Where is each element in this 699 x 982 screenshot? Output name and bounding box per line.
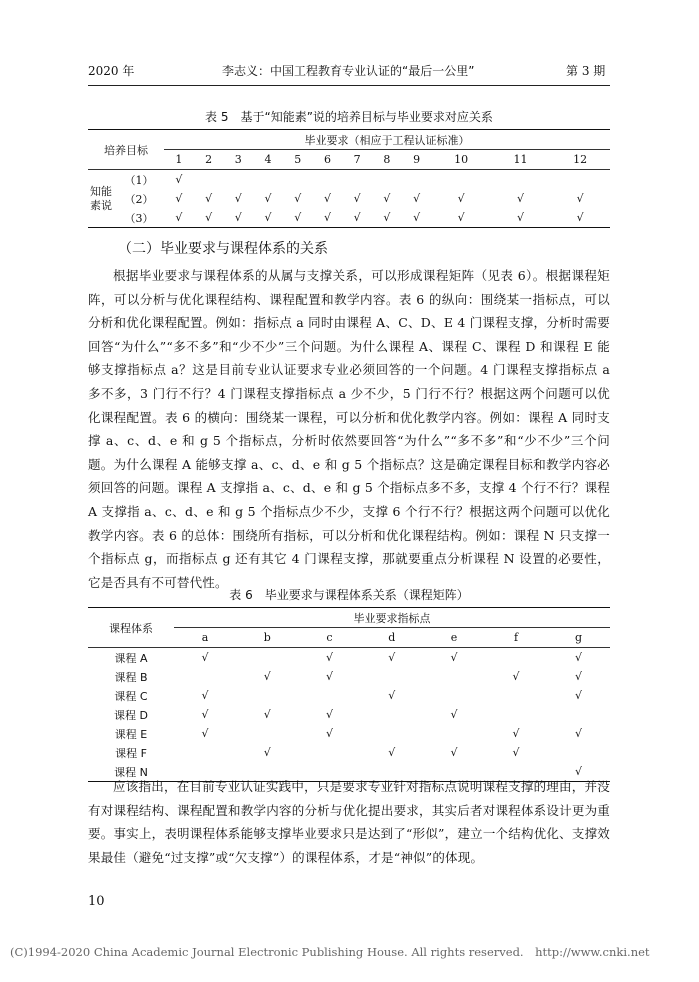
table6-row-header: 课程体系 — [88, 608, 174, 648]
table6-column-header: f — [514, 631, 519, 644]
check-mark: √ — [205, 192, 213, 205]
empty-cell — [431, 170, 490, 190]
paragraph-1-text: 根据毕业要求与课程体系的从属与支撑关系，可以形成课程矩阵（见表 6）。根据课程矩阵，可以分析与优化课程结构、课程配置和教学内容。表 6 的纵向：围绕某一指标点，可以分析和优化课程配置。例如：指标点 a 同时由课程 A、C、D、E 4 门课程支撑，分析时需要回答“为什么”“多不多”和“少不少”三个问题。为什么课程 A、课程 C、课程 D 和课程 E 能够支撑指标点 a？这是目前专业认证要求专业必须回答的一个问题。4 门课程支撑指标点 a 多不多，3 门行不行？4 门课程支撑指标点 a 少不少，5 门行不行？根据这两个问题可以优化课程配置。表 6 的横向：围绕某一课程，可以分析和优化教学内容。例如：课程 A 同时支撑 a、c、d、e 和 g 5 个指标点，分析时依然要回答“为什么”“多不多”和“少不少”三个问题。为什么课程 A 能够支撑 a、c、d、e 和 g 5 个指标点？这是确定课程目标和教学内容必须回答的问题。课程 A 支撑指 a、c、d、e 和 g 5 个指标点多不多，支撑 4 个行不行？课程 A 支撑指 a、c、d、e 和 g 5 个指标点少不少，支撑 6 个行不行？根据这两个问题可以优化教学内容。表 6 的总体：围绕所有指标，可以分析和优化课程结构。例如：课程 N 只支撑一个指标点 g，而指标点 g 还有其它 4 门课程支撑，那就要重点分析课程 N 设置的必要性，它是否具有不可替代性。 — [88, 268, 610, 590]
table6-column-header: b — [263, 631, 271, 644]
empty-cell — [491, 170, 550, 190]
check-mark: √ — [575, 651, 583, 664]
check-mark: √ — [353, 192, 361, 205]
empty-cell — [423, 724, 485, 743]
check-mark: √ — [201, 651, 209, 664]
check-mark: √ — [388, 746, 396, 759]
check-mark: √ — [205, 211, 213, 224]
table5-column-header: 12 — [573, 153, 588, 166]
table5-row — [88, 208, 610, 228]
table6-row-label: 课程 F — [115, 746, 147, 760]
empty-cell — [485, 686, 547, 705]
check-mark: √ — [264, 192, 272, 205]
check-mark: √ — [201, 708, 209, 721]
header-title: 李志义：中国工程教育专业认证的“最后一公里” — [222, 64, 475, 78]
check-mark: √ — [512, 746, 520, 759]
table5-column-header: 5 — [294, 153, 302, 166]
table6-row — [88, 743, 610, 762]
empty-cell — [174, 743, 236, 762]
table5-corner-label: 培养目标 — [88, 130, 164, 170]
check-mark: √ — [175, 173, 183, 186]
empty-cell — [423, 686, 485, 705]
check-mark: √ — [388, 689, 396, 702]
table6-row-label: 课程 C — [114, 689, 148, 703]
table5-column-header: 4 — [264, 153, 272, 166]
check-mark: √ — [175, 211, 183, 224]
empty-cell — [361, 705, 423, 724]
table6-column-header: a — [201, 631, 209, 644]
table6-column-header: e — [450, 631, 458, 644]
empty-cell — [423, 667, 485, 686]
empty-cell — [547, 743, 610, 762]
check-mark: √ — [325, 708, 333, 721]
table5-row — [88, 170, 610, 190]
table6-column-header: d — [388, 631, 396, 644]
table5-row-label: （1） — [124, 173, 154, 187]
table5-column-header: 6 — [323, 153, 331, 166]
table5-row-label: （2） — [124, 192, 154, 206]
table6-row — [88, 705, 610, 724]
table5-row — [88, 189, 610, 208]
check-mark: √ — [175, 192, 183, 205]
check-mark: √ — [512, 670, 520, 683]
table6-row-label: 课程 N — [114, 765, 148, 779]
check-mark: √ — [575, 765, 583, 778]
check-mark: √ — [576, 211, 584, 224]
check-mark: √ — [263, 708, 271, 721]
table5-column-header: 11 — [513, 153, 528, 166]
table6-row — [88, 724, 610, 743]
check-mark: √ — [388, 651, 396, 664]
check-mark: √ — [457, 192, 465, 205]
empty-cell — [283, 170, 313, 190]
check-mark: √ — [325, 727, 333, 740]
check-mark: √ — [450, 651, 458, 664]
check-mark: √ — [450, 746, 458, 759]
check-mark: √ — [383, 211, 391, 224]
page-number: 10 — [88, 894, 105, 909]
check-mark: √ — [353, 211, 361, 224]
check-mark: √ — [201, 727, 209, 740]
empty-cell — [485, 705, 547, 724]
table5-column-header: 3 — [234, 153, 242, 166]
check-mark: √ — [457, 211, 465, 224]
check-mark: √ — [263, 670, 271, 683]
empty-cell — [547, 705, 610, 724]
table5-span-header: 毕业要求（相应于工程认证标准） — [164, 130, 610, 150]
paragraph-2-text: 应该指出，在目前专业认证实践中，只是要求专业针对指标点说明课程支撑的理由，并没有对课程结构、课程配置和教学内容的分析与优化提出要求，其实后者对课程体系设计更为重要。事实上，表明课程体系能够支撑毕业要求只是达到了“形似”，建立一个结构优化、支撑效果最佳（避免“过支撑”或“欠支撑”）的课程体系，才是“神似”的体现。 — [88, 779, 610, 865]
check-mark: √ — [450, 708, 458, 721]
empty-cell — [361, 724, 423, 743]
table6-caption: 表 6 毕业要求与课程体系关系（课程矩阵） — [229, 588, 469, 602]
table6-row — [88, 667, 610, 686]
check-mark: √ — [575, 670, 583, 683]
empty-cell — [236, 724, 298, 743]
table5-row-group-label: 知能素说 — [88, 170, 114, 228]
check-mark: √ — [264, 211, 272, 224]
check-mark: √ — [263, 746, 271, 759]
empty-cell — [236, 648, 298, 668]
check-mark: √ — [575, 727, 583, 740]
check-mark: √ — [575, 689, 583, 702]
empty-cell — [194, 170, 224, 190]
check-mark: √ — [325, 651, 333, 664]
check-mark: √ — [325, 670, 333, 683]
check-mark: √ — [234, 192, 242, 205]
table5-row-label: （3） — [124, 211, 154, 225]
paragraph-2 — [88, 775, 610, 869]
empty-cell — [253, 170, 283, 190]
check-mark: √ — [323, 192, 331, 205]
empty-cell — [342, 170, 372, 190]
table5-column-header: 10 — [454, 153, 469, 166]
table6 — [88, 607, 610, 782]
check-mark: √ — [294, 192, 302, 205]
check-mark: √ — [234, 211, 242, 224]
check-mark: √ — [413, 211, 421, 224]
table6-row-label: 课程 B — [114, 670, 148, 684]
empty-cell — [223, 170, 253, 190]
check-mark: √ — [517, 192, 525, 205]
empty-cell — [298, 743, 360, 762]
empty-cell — [372, 170, 402, 190]
section-title: （二）毕业要求与课程体系的关系 — [118, 241, 328, 257]
header-year: 2020 年 — [88, 64, 135, 78]
table5-column-header: 9 — [413, 153, 421, 166]
header-issue: 第 3 期 — [566, 64, 606, 78]
table6-row-label: 课程 A — [114, 651, 148, 665]
table6-row — [88, 648, 610, 668]
check-mark: √ — [383, 192, 391, 205]
check-mark: √ — [323, 211, 331, 224]
table6-row-label: 课程 D — [114, 708, 148, 722]
empty-cell — [361, 667, 423, 686]
check-mark: √ — [413, 192, 421, 205]
table5-column-header: 8 — [383, 153, 391, 166]
check-mark: √ — [512, 727, 520, 740]
table5-column-header: 1 — [175, 153, 183, 166]
table5 — [88, 129, 610, 228]
empty-cell — [236, 686, 298, 705]
table6-column-header: c — [326, 631, 333, 644]
check-mark: √ — [517, 211, 525, 224]
table6-column-header: g — [575, 631, 583, 644]
table5-column-header: 7 — [353, 153, 361, 166]
header-rule — [88, 85, 610, 86]
empty-cell — [298, 686, 360, 705]
empty-cell — [550, 170, 610, 190]
table6-span-header: 毕业要求指标点 — [174, 608, 610, 628]
empty-cell — [485, 648, 547, 668]
empty-cell — [174, 667, 236, 686]
copyright-footer: (C)1994-2020 China Academic Journal Electronic Publishing House. All rights reserved. http://www.cnki.net — [10, 945, 650, 959]
empty-cell — [313, 170, 343, 190]
table5-caption: 表 5 基于“知能素”说的培养目标与毕业要求对应关系 — [205, 110, 493, 124]
table6-row-label: 课程 E — [114, 727, 148, 741]
check-mark: √ — [201, 689, 209, 702]
check-mark: √ — [294, 211, 302, 224]
table5-column-header: 2 — [205, 153, 213, 166]
paragraph-1 — [88, 264, 610, 594]
table6-row — [88, 686, 610, 705]
check-mark: √ — [576, 192, 584, 205]
empty-cell — [402, 170, 432, 190]
